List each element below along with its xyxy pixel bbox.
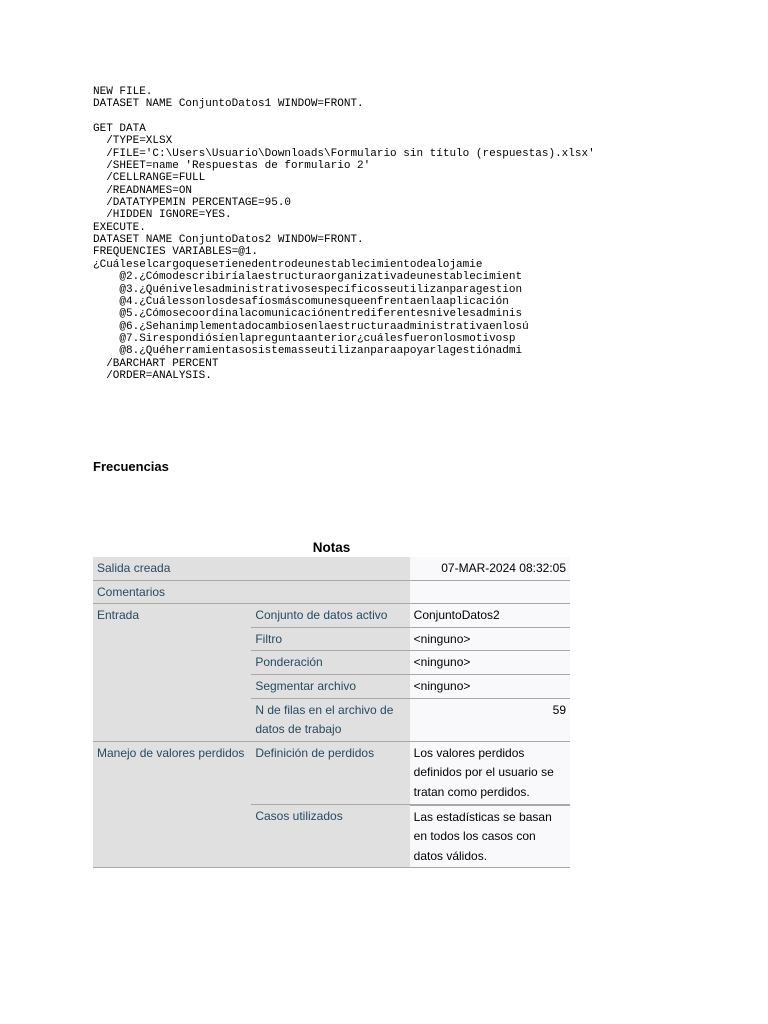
table-row [93, 580, 570, 604]
sub-label: Segmentar archivo [251, 674, 409, 698]
sub-label: Ponderación [251, 651, 409, 675]
syntax-line: /ORDER=ANALYSIS. [93, 369, 212, 382]
cell-value: <ninguno> [410, 651, 570, 675]
row-label-manejo: Manejo de valores perdidos [93, 741, 251, 868]
syntax-line: FREQUENCIES VARIABLES=@1. [93, 246, 259, 259]
syntax-line: @6.¿Sehanimplementadocambiosenlaestructuraadministrativaenlosú [93, 320, 529, 333]
syntax-line: @7.Sirespondiósíenlapreguntaanterior¿cuálesfueronlosmotivosp [93, 332, 516, 345]
sub-label: Filtro [251, 627, 409, 651]
syntax-line: /CELLRANGE=FULL [93, 172, 206, 185]
cell-comentarios-value [410, 580, 570, 604]
syntax-line: NEW FILE. [93, 86, 153, 98]
cell-value: ConjuntoDatos2 [410, 604, 570, 628]
syntax-line: @5.¿Cómosecoordinalacomunicaciónentrediferentesnivelesadminis [93, 308, 523, 321]
syntax-line: /BARCHART PERCENT [93, 357, 219, 370]
row-label-comentarios: Comentarios [93, 580, 410, 604]
syntax-line: /FILE='C:\Users\Usuario\Downloads\Formulario sin título (respuestas).xlsx' [93, 147, 595, 160]
row-label-entrada: Entrada [93, 604, 251, 742]
syntax-line: /TYPE=XLSX [93, 135, 173, 148]
section-title: Frecuencias [93, 459, 169, 474]
cell-value: <ninguno> [410, 627, 570, 651]
syntax-line: @2.¿Cómodescribiríalaestructuraorganizativadeunestablecimient [93, 271, 523, 284]
table-title: Notas [312, 540, 351, 555]
table-row [93, 741, 570, 804]
sub-label-nfilas: N de filas en el archivo de datos de trabajo [251, 698, 409, 741]
syntax-line: ¿Cuáleselcargoqueseтienedentrodeunestablecimientodealojamie [93, 258, 483, 271]
cell-definicion-value: Los valores perdidos definidos por el usuario se tratan como perdidos. [410, 741, 570, 804]
syntax-line: /HIDDEN IGNORE=YES. [93, 209, 232, 222]
syntax-line: /DATATYPEMIN PERCENTAGE=95.0 [93, 197, 292, 210]
row-label-salida: Salida creada [93, 557, 410, 580]
syntax-log [93, 86, 595, 382]
table-row [93, 604, 570, 628]
syntax-line: @3.¿Quénivelesadministrativosespecíficosseutilizanparagestion [93, 283, 523, 296]
notes-table [93, 557, 570, 868]
sub-label: Conjunto de datos activo [251, 604, 409, 628]
cell-salida-value: 07-MAR-2024 08:32:05 [410, 557, 570, 580]
syntax-line: GET DATA [93, 123, 146, 136]
syntax-line: /READNAMES=ON [93, 184, 193, 197]
syntax-line: @4.¿Cuálessonlosdesafíosmáscomunesqueenfrentaenlaaplicación [93, 295, 509, 308]
syntax-line: @8.¿Quéherramientasosistemasseutilizanparaapoyarlagestiónadmi [93, 345, 523, 358]
sub-label-definicion: Definición de perdidos [251, 741, 409, 804]
cell-casos-value: Las estadísticas se basan en todos los casos con datos válidos. [410, 805, 570, 868]
syntax-line: EXECUTE. [93, 221, 146, 234]
cell-value: <ninguno> [410, 674, 570, 698]
syntax-line: DATASET NAME ConjuntoDatos1 WINDOW=FRONT. [93, 98, 364, 111]
syntax-line [93, 111, 595, 123]
sub-label-casos: Casos utilizados [251, 805, 409, 868]
syntax-line: /SHEET=name 'Respuestas de formulario 2' [93, 160, 371, 173]
syntax-line: DATASET NAME ConjuntoDatos2 WINDOW=FRONT. [93, 234, 364, 247]
table-row [93, 557, 570, 580]
cell-nfilas-value: 59 [410, 698, 570, 741]
